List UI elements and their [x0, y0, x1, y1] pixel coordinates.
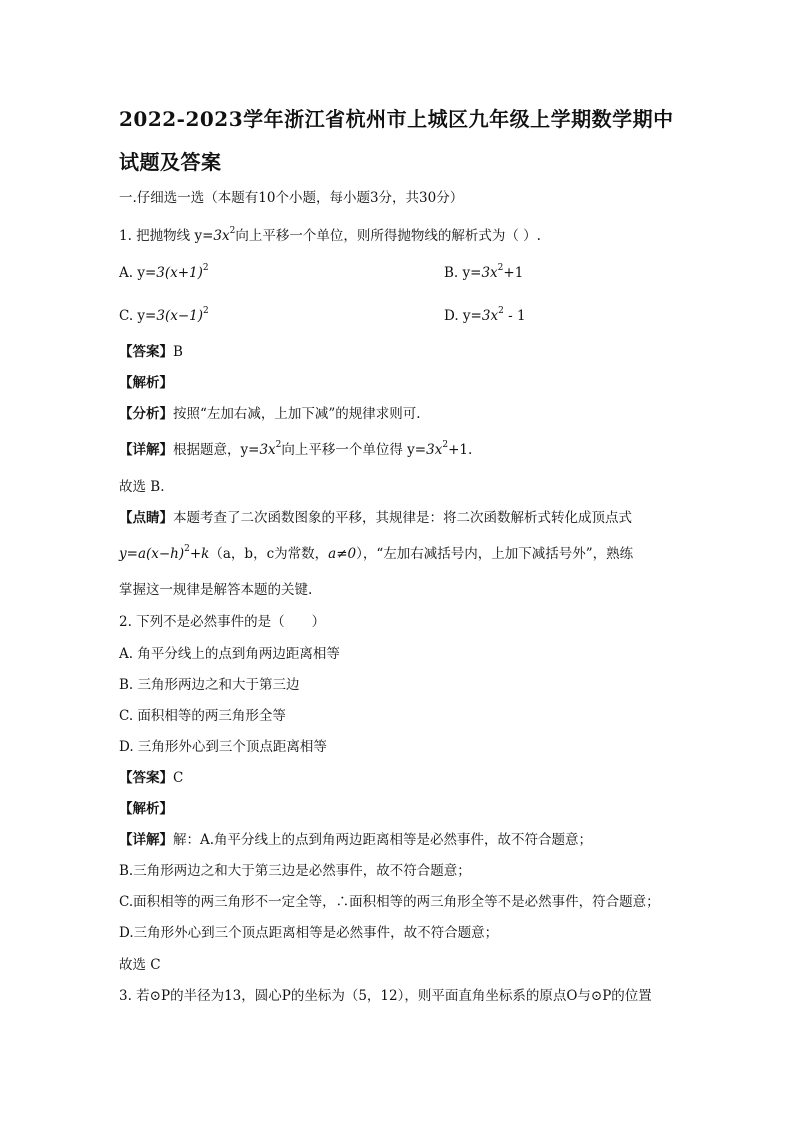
document-title-line-2: 试题及答案: [119, 150, 222, 174]
q1-detail-exponent-1: 2: [275, 440, 282, 450]
q1-comment-line-3: 掌握这一规律是解答本题的关键.: [119, 582, 313, 598]
q1-stem-suffix: 向上平移一个单位，则所得抛物线的解析式为（ ）.: [235, 228, 541, 244]
q2-detail-line-3: C.面积相等的两三角形不一定全等，∴面积相等的两三角形全等不是必然事件，符合题意；: [119, 894, 660, 910]
q2-detail-line-2: B.三角形两边之和大于第三边是必然事件，故不符合题意；: [119, 863, 471, 879]
q1-comment-line-1: [119, 509, 632, 527]
q1-stem-math: 3x: [213, 228, 230, 244]
q2-detail-line-4: D.三角形外心到三个顶点距离相等是必然事件，故不符合题意；: [119, 925, 499, 941]
q1-detail-text-c: +1.: [448, 442, 473, 458]
q2-analysis-tag: 【解析】: [119, 801, 173, 817]
q1-option-a-label: A. y=: [119, 265, 157, 281]
q2-option-b: B. 三角形两边之和大于第三边: [119, 677, 300, 693]
q1-comment-text-1: 本题考查了二次函数图象的平移，其规律是：将二次函数解析式转化成顶点式: [173, 510, 632, 526]
q1-choose: 故选 B.: [119, 479, 165, 495]
q2-detail-text-1: 解：A.角平分线上的点到角两边距离相等是必然事件，故不符合题意；: [173, 832, 593, 848]
q1-option-b-label: B. y=: [444, 265, 482, 281]
q1-stem-prefix: 1. 把抛物线 y=: [119, 228, 214, 244]
q1-detail-exponent-2: 2: [442, 440, 449, 450]
q1-detail-math-1: 3x: [259, 442, 276, 458]
q1-detail-text-b: 向上平移一个单位得 y=: [281, 442, 427, 458]
q1-fenxi-text: 按照“左加右减，上加下减”的规律求则可.: [173, 406, 421, 422]
q1-option-b-math: 3x: [481, 265, 498, 281]
q1-answer-value: B: [173, 344, 183, 360]
q2-answer-value: C: [173, 770, 184, 786]
q1-detail: [119, 441, 472, 459]
q1-option-d-exponent: 2: [498, 306, 504, 316]
q1-fenxi: [119, 405, 421, 423]
q1-option-c-exponent: 2: [203, 306, 209, 316]
q1-comment-line-2: [119, 545, 633, 563]
q1-fenxi-tag: 【分析】: [119, 406, 173, 422]
q1-stem: [119, 227, 541, 245]
q1-option-a-math: 3(x+1): [156, 265, 203, 281]
q1-option-d-math: 3x: [481, 308, 499, 324]
q2-answer-tag: 【答案】: [119, 770, 173, 786]
q1-option-b-exponent: 2: [497, 263, 504, 273]
q2-option-c: C. 面积相等的两三角形全等: [119, 708, 286, 724]
q1-option-c: [119, 308, 209, 324]
q2-answer: [119, 769, 183, 787]
q1-comment-condition: a≠0: [328, 546, 357, 562]
q3-stem: 3. 若⊙P的半径为13，圆心P的坐标为（5，12），则平面直角坐标系的原点O与⊙P的位置: [119, 988, 652, 1004]
q1-option-a: [119, 265, 209, 281]
q2-detail-tag: 【详解】: [119, 832, 173, 848]
q1-comment-vertex-form-tail: +k: [189, 546, 210, 562]
q1-analysis-tag: 【解析】: [119, 375, 173, 391]
q1-option-b-tail: +1: [503, 265, 524, 281]
q2-stem: 2. 下列不是必然事件的是（ ）: [119, 614, 326, 630]
q1-option-d-tail: - 1: [503, 308, 526, 324]
q1-answer-tag: 【答案】: [119, 344, 173, 360]
q1-comment-text-2: （a，b，c为常数，: [209, 546, 329, 562]
q1-option-c-label: C. y=: [119, 308, 157, 324]
q1-comment-exponent: 2: [184, 544, 190, 554]
q2-detail-line-1: [119, 831, 592, 849]
q2-choose: 故选 C: [119, 957, 161, 973]
q1-answer: [119, 343, 183, 361]
q1-option-b: [444, 265, 523, 281]
q1-stem-exponent: 2: [229, 226, 236, 236]
section-header: 一.仔细选一选（本题有10个小题，每小题3分，共30分）: [119, 190, 464, 206]
q1-comment-text-2-tail: ），“左加右减括号内，上加下减括号外”，熟练: [356, 546, 634, 562]
q1-option-d: [444, 308, 526, 324]
q1-option-a-exponent: 2: [202, 263, 209, 273]
q1-detail-math-2: 3x: [426, 442, 443, 458]
q2-option-a: A. 角平分线上的点到角两边距离相等: [119, 646, 340, 662]
q1-comment-vertex-form: y=a(x−h): [119, 546, 185, 562]
q1-detail-tag: 【详解】: [119, 442, 173, 458]
q1-option-d-label: D. y=: [444, 308, 482, 324]
q2-option-d: D. 三角形外心到三个顶点距离相等: [119, 739, 327, 755]
q1-comment-tag: 【点睛】: [119, 510, 173, 526]
q1-option-c-math: 3(x−1): [156, 308, 204, 324]
q1-detail-text-a: 根据题意，y=: [173, 442, 260, 458]
document-title-line-1: 2022-2023学年浙江省杭州市上城区九年级上学期数学期中: [119, 107, 674, 131]
